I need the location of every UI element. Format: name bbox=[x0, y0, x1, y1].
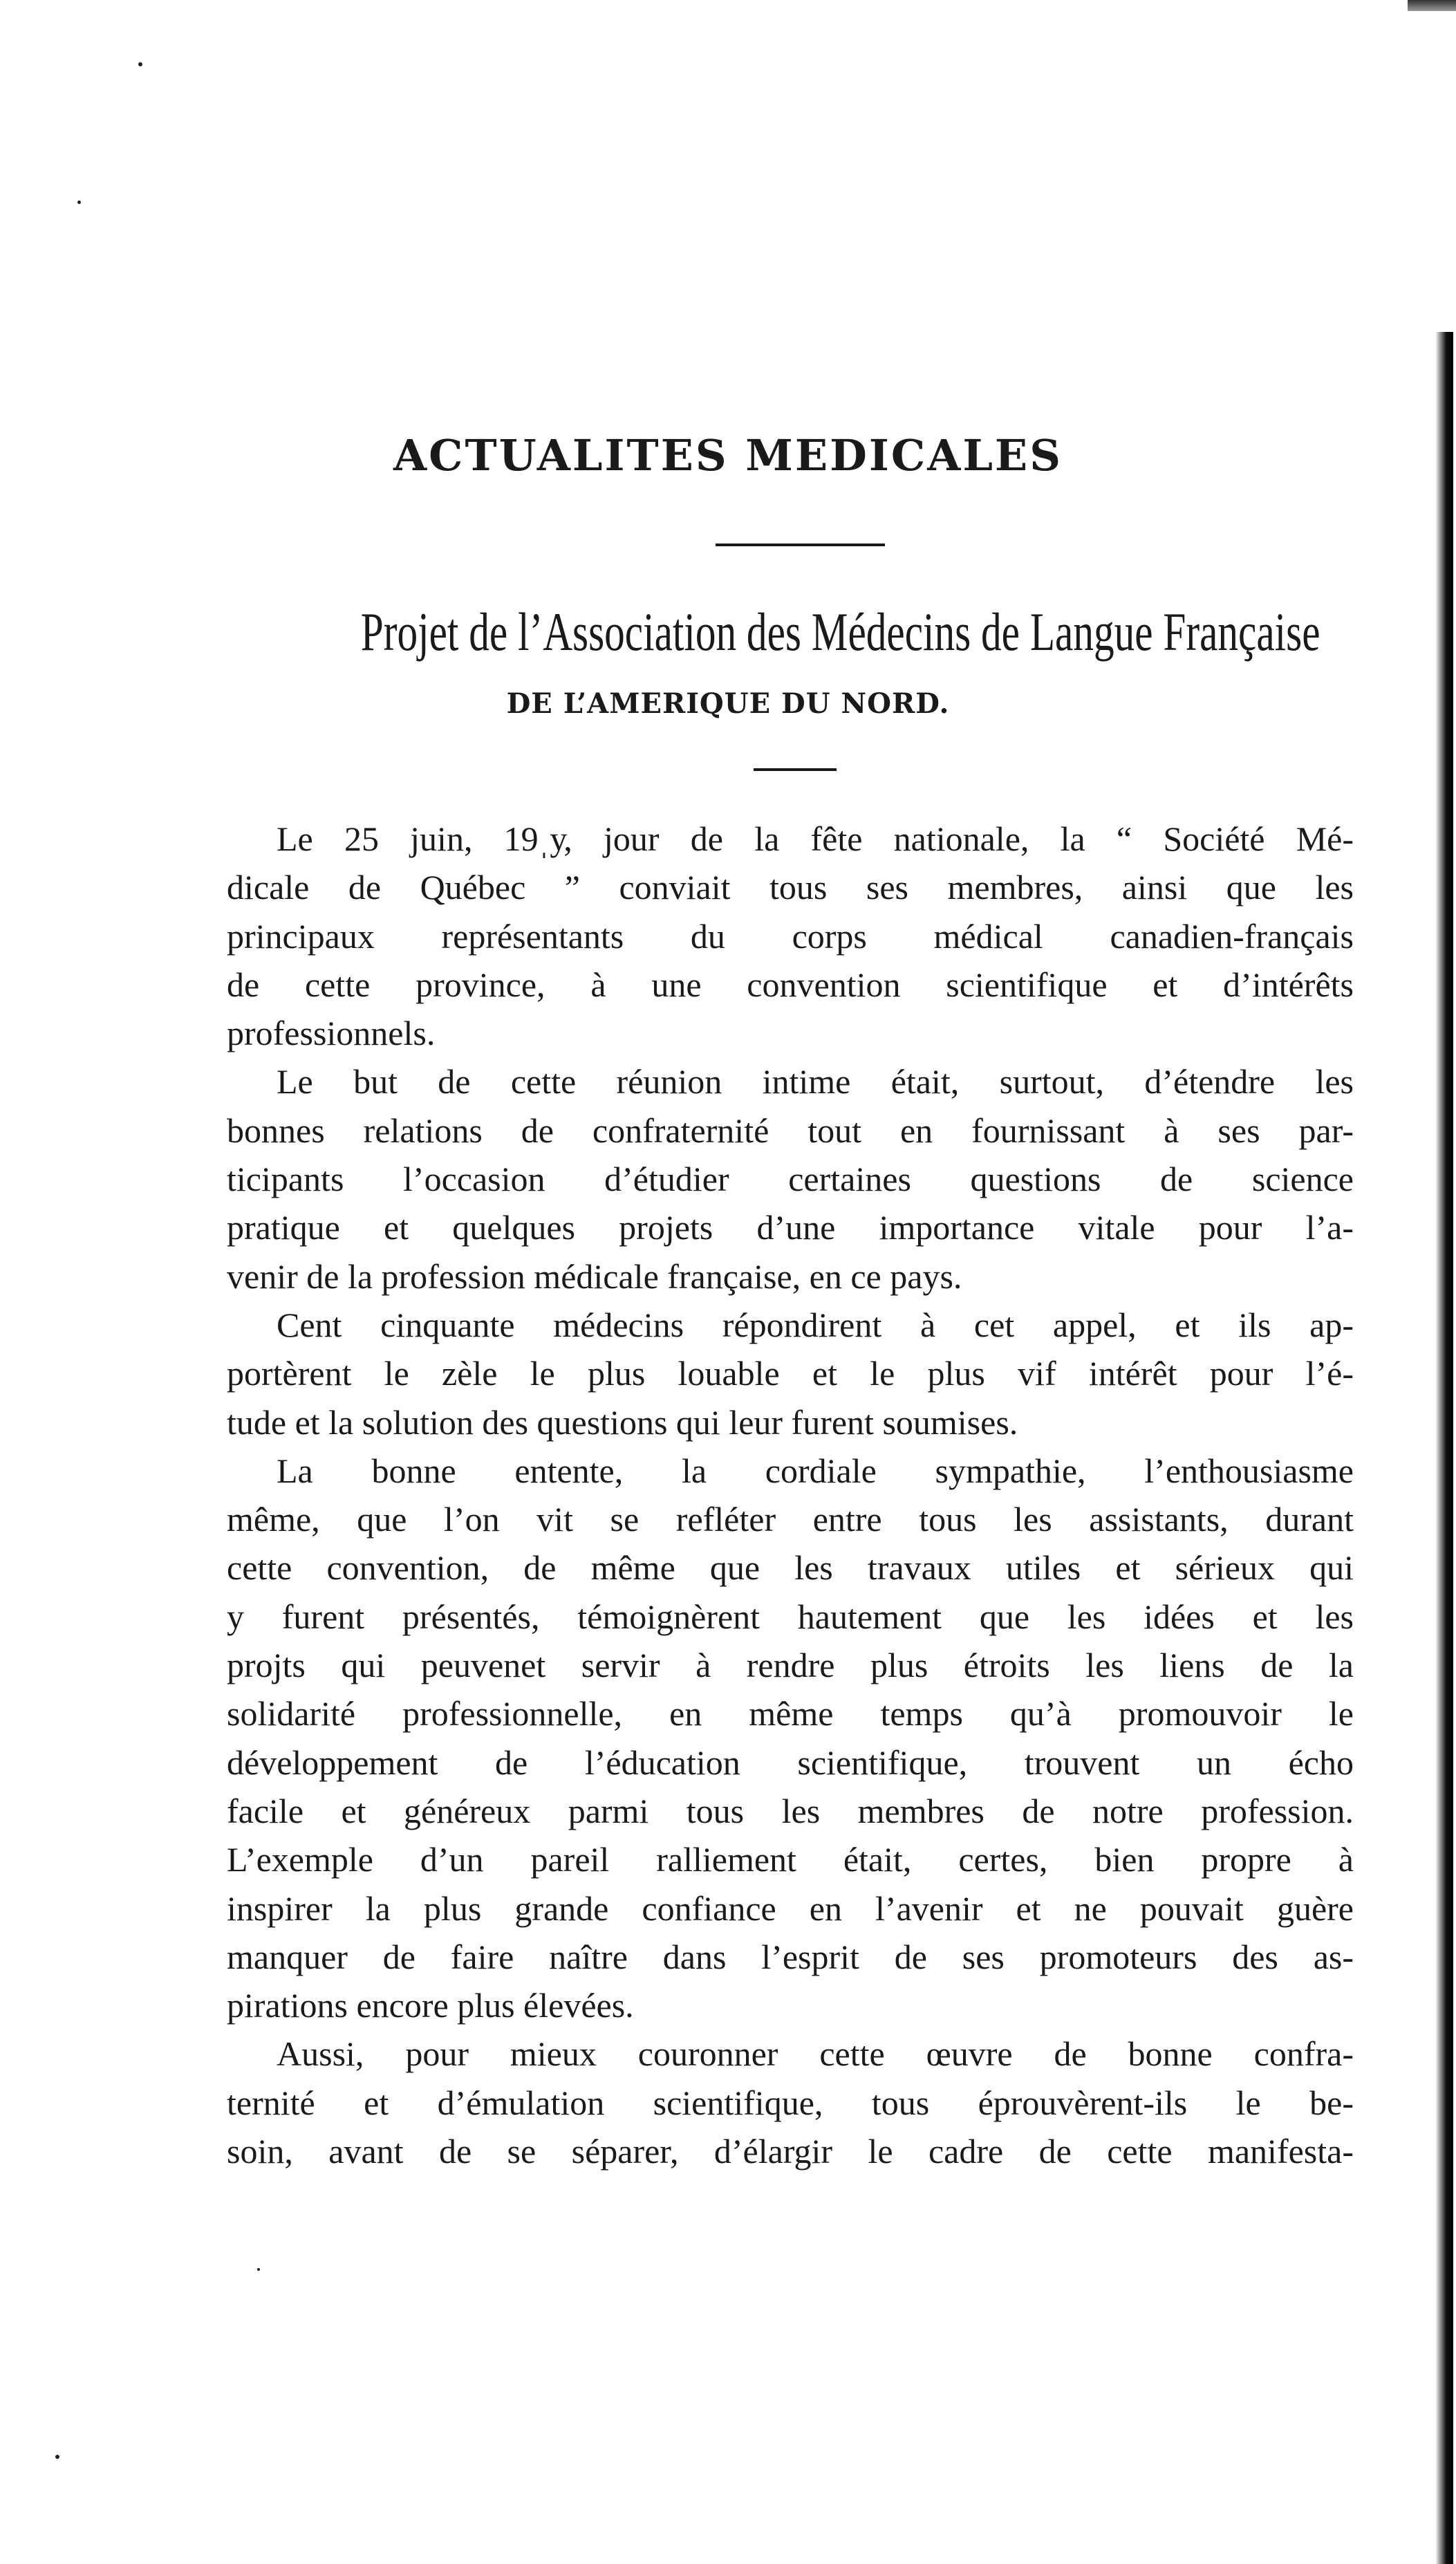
scan-speck bbox=[257, 2268, 260, 2271]
text-line: y furent présentés, témoignèrent hautement que les idées et les bbox=[227, 1597, 1354, 1636]
scan-speck bbox=[55, 2455, 59, 2459]
text-line: pirations encore plus élevées. bbox=[227, 1986, 634, 2025]
text-line: Le 25 juin, 19ˌу, jour de la fête nationale, la “ Société Mé- bbox=[277, 819, 1354, 858]
text-line: facile et généreux parmi tous les membres de notre profession. bbox=[227, 1791, 1354, 1830]
section-divider bbox=[716, 544, 885, 546]
text-line: Le but de cette réunion intime était, surtout, d’étendre les bbox=[277, 1062, 1354, 1102]
text-line: développement de l’éducation scientifique, trouvent un écho bbox=[227, 1743, 1354, 1782]
text-line: professionnels. bbox=[227, 1014, 436, 1053]
section-title: ACTUALITES MEDICALES bbox=[393, 430, 1063, 481]
text-line: Aussi, pour mieux couronner cette œuvre de bonne confra- bbox=[277, 2034, 1354, 2074]
text-line: dicale de Québec ” conviait tous ses membres, ainsi que les bbox=[227, 868, 1354, 907]
text-line: inspirer la plus grande confiance en l’avenir et ne pouvait guère bbox=[227, 1888, 1354, 1928]
text-line: portèrent le zèle le plus louable et le plus vif intérêt pour l’é- bbox=[227, 1354, 1354, 1393]
text-line: venir de la profession médicale française, en ce pays. bbox=[227, 1256, 962, 1296]
text-line: pratique et quelques projets d’une importance vitale pour l’a- bbox=[227, 1208, 1354, 1247]
text-line: projts qui peuvenet servir à rendre plus étroits les liens de la bbox=[227, 1646, 1354, 1685]
text-line: solidarité professionnelle, en même temps qu’à promouvoir le bbox=[227, 1694, 1354, 1734]
scan-speck bbox=[138, 62, 142, 66]
text-line: ticipants l’occasion d’étudier certaines questions de science bbox=[227, 1160, 1354, 1199]
article-title: Projet de l’Association des Médecins de Langue Française bbox=[360, 602, 1320, 662]
text-line: soin, avant de se séparer, d’élargir le cadre de cette manifesta- bbox=[227, 2132, 1354, 2171]
text-line: de cette province, à une convention scientifique et d’intérêts bbox=[227, 965, 1354, 1004]
text-line: ternité et d’émulation scientifique, tous éprouvèrent-ils le be- bbox=[227, 2083, 1354, 2122]
page-corner-mark bbox=[1408, 0, 1456, 11]
article-body bbox=[227, 815, 1354, 2175]
scan-speck bbox=[77, 201, 81, 204]
title-divider bbox=[754, 768, 837, 771]
text-line: La bonne entente, la cordiale sympathie, l’enthousiasme bbox=[277, 1451, 1354, 1490]
text-line: bonnes relations de confraternité tout en fournissant à ses par- bbox=[227, 1111, 1354, 1150]
text-line: même, que l’on vit se refléter entre tous les assistants, durant bbox=[227, 1500, 1354, 1539]
page-edge-shadow bbox=[1435, 332, 1453, 2564]
text-line: Cent cinquante médecins répondirent à cet appel, et ils ap- bbox=[277, 1305, 1354, 1344]
text-line: cette convention, de même que les travaux utiles et sérieux qui bbox=[227, 1548, 1354, 1588]
text-line: principaux représentants du corps médical canadien-français bbox=[227, 916, 1354, 956]
text-line: tude et la solution des questions qui leur furent soumises. bbox=[227, 1402, 1018, 1442]
text-line: L’exemple d’un pareil ralliement était, certes, bien propre à bbox=[227, 1840, 1354, 1879]
text-line: manquer de faire naître dans l’esprit de ses promoteurs des as- bbox=[227, 1937, 1354, 1976]
article-subtitle: DE L’AMERIQUE DU NORD. bbox=[506, 687, 950, 720]
